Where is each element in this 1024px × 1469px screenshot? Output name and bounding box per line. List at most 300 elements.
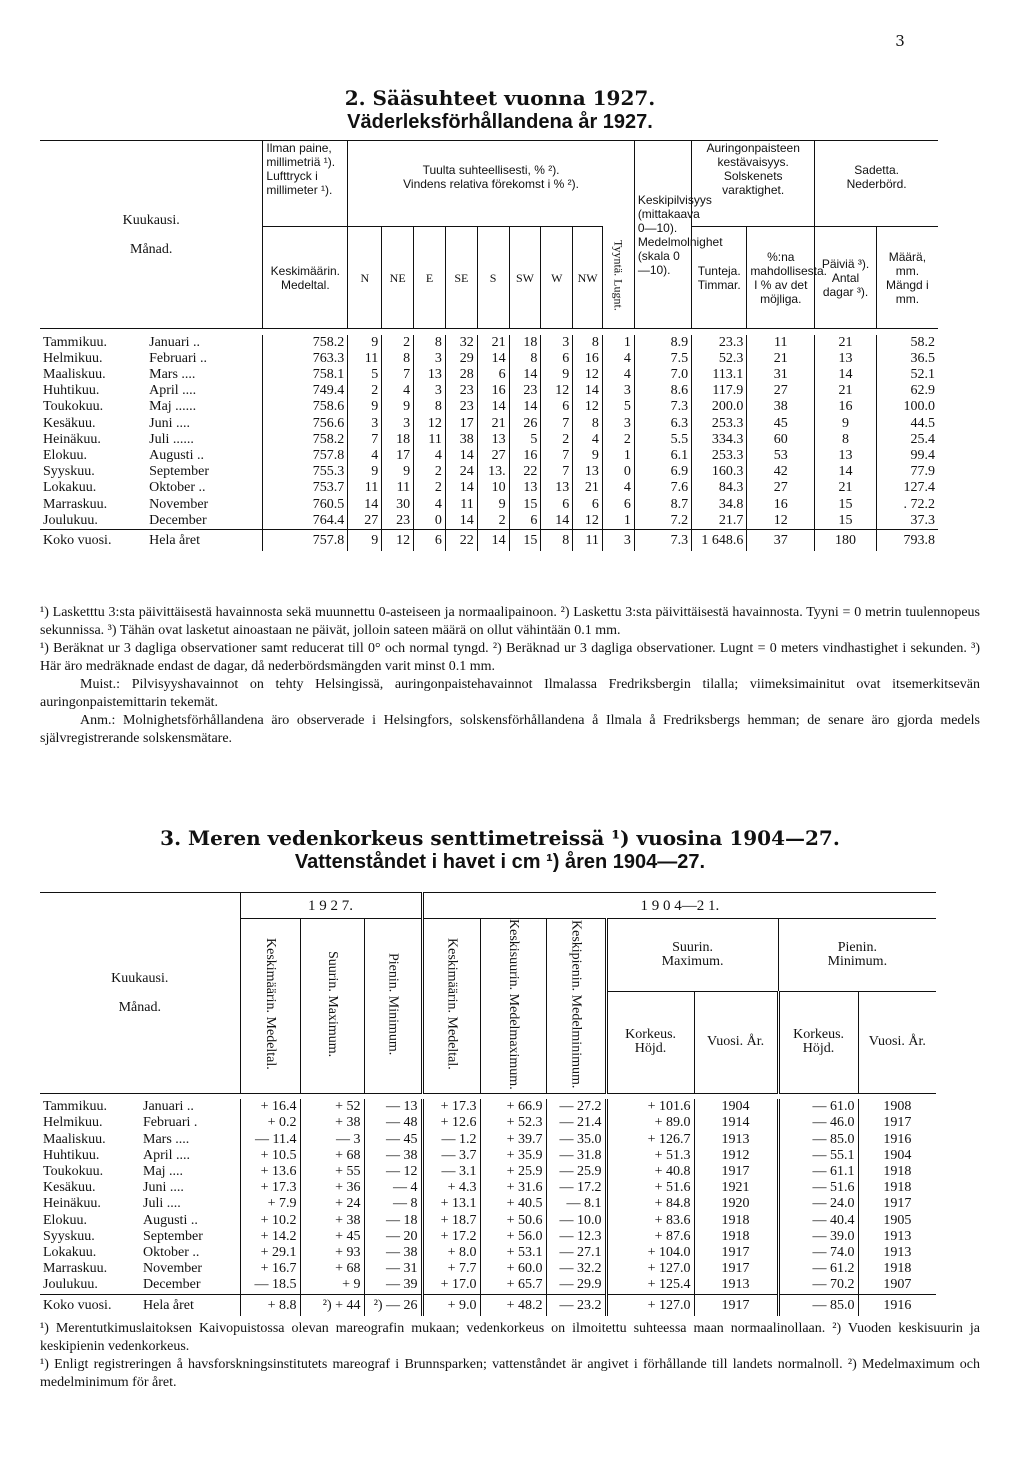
sun-pct-value: 27 [747,383,815,399]
max-value: + 38 [300,1115,364,1131]
calm-value: 4 [602,480,634,496]
year-1927-header: 1 9 2 7. [240,893,422,919]
table-row [40,383,938,399]
absmin-year: 1913 [858,1245,936,1261]
wind-value: 38 [445,432,477,448]
table-row [40,1164,936,1180]
wind-value: 30 [382,497,414,513]
absmax-value: + 125.4 [606,1277,694,1294]
min-1927-header: Pienin. Minimum. [385,953,401,1056]
absmin-year: 1907 [858,1277,936,1294]
min-value: — 13 [364,1099,422,1115]
absmax-value: + 51.3 [606,1148,694,1164]
wind-value: 7 [541,416,573,432]
wind-value: 11 [348,480,382,496]
wind-value: 14 [477,351,509,367]
month-sv: Juli .... [143,1196,181,1212]
medmin-value: — 31.8 [546,1148,606,1164]
pressure-value: 757.8 [263,529,348,551]
absmax-year: 1913 [694,1132,778,1148]
wind-value: 23 [445,399,477,415]
rain-days-value: 14 [815,367,877,383]
wind-value: 12 [414,416,446,432]
sun-pct-value: 21 [747,351,815,367]
month-fi: Elokuu. [43,447,87,463]
section-title-fi: 3. Meren vedenkorkeus senttimetreissä ¹) vuosina 1904—27. [160,826,840,850]
absmin-value: — 70.2 [778,1277,858,1294]
rain-days-value: 14 [815,464,877,480]
rain-mm-value: 99.4 [876,448,938,464]
wind-value: 9 [573,448,603,464]
medmin-value: — 8.1 [546,1196,606,1212]
wind-dir-ne: NE [382,227,414,329]
month-sv: Maj ...... [149,399,197,415]
wind-value: 6 [477,367,509,383]
wind-value: 26 [509,416,541,432]
rain-mm-value: 25.4 [876,432,938,448]
wind-value: 6 [573,497,603,513]
month-sv: April .... [143,1147,191,1163]
wind-value: 13 [541,480,573,496]
pressure-value: 758.6 [263,399,348,415]
absmax-header-fi: Suurin. [672,939,713,955]
max-value: + 93 [300,1245,364,1261]
min-value: — 31 [364,1261,422,1277]
table-row [40,351,938,367]
wind-value: 9 [382,399,414,415]
rain-mm-value: 100.0 [876,399,938,415]
pressure-value: 755.3 [263,464,348,480]
month-sv: Juni .... [143,1180,184,1196]
mean-value: + 10.2 [240,1213,300,1229]
absmax-value: + 87.6 [606,1229,694,1245]
cloud-value: 7.0 [634,367,691,383]
absmax-year: 1920 [694,1196,778,1212]
cloud-value: 7.2 [634,513,691,530]
medmin-value: — 29.9 [546,1277,606,1294]
wind-dir-se: SE [445,227,477,329]
wind-value: 18 [382,432,414,448]
cloud-value: 8.9 [634,335,691,351]
pressure-header-sv: Lufttryck i millimeter ¹). [266,169,333,197]
wind-value: 3 [348,416,382,432]
absmax-year: 1912 [694,1148,778,1164]
section-title-sv: Vattenståndet i havet i cm ¹) åren 1904—27. [294,851,706,873]
absmin-value: — 51.6 [778,1180,858,1196]
wind-value: 2 [477,513,509,530]
height-header: Korkeus. Höjd. [778,991,858,1093]
sun-hours-value: 34.8 [692,497,747,513]
month-sv: December [143,1277,201,1293]
rain-mm-value: 77.9 [876,464,938,480]
wind-dir-s: S [477,227,509,329]
calm-value: 1 [602,448,634,464]
medmin-value: — 27.1 [546,1245,606,1261]
wind-value: 13 [477,432,509,448]
wind-value: 2 [382,335,414,351]
month-sv: December [149,512,207,528]
absmin-year: 1904 [858,1148,936,1164]
pressure-value: 758.2 [263,335,348,351]
rain-days-value: 21 [815,383,877,399]
mean-value: — 18.5 [240,1277,300,1294]
month-sv: Oktober .. [149,480,206,496]
sun-header-sv: Solskenets varaktighet. [722,169,785,197]
cloud-value: 8.7 [634,497,691,513]
table-row [40,1196,936,1212]
month-fi: Kesäkuu. [43,1180,96,1196]
wind-value: 27 [477,448,509,464]
wind-value: 8 [414,335,446,351]
calm-value: 2 [602,432,634,448]
wind-value: 9 [477,497,509,513]
cloud-header-fi: Keskipilvisyys (mittakaava 0—10). [637,192,712,235]
month-sv: Januari .. [143,1099,194,1115]
mean-period-header: Keskimäärin. Medeltal. [444,938,460,1071]
wind-value: 6 [509,513,541,530]
wind-value: 2 [348,383,382,399]
month-fi: Lokakuu. [43,1245,97,1261]
wind-value: 14 [509,367,541,383]
mean-period-value: + 8.0 [422,1245,480,1261]
absmax-year: 1913 [694,1277,778,1294]
calm-value: 5 [602,399,634,415]
month-fi: Elokuu. [43,1212,87,1228]
wind-value: 16 [477,383,509,399]
sun-hours-value: 160.3 [692,464,747,480]
month-sv: Februari . [143,1115,198,1131]
month-fi: Syyskuu. [43,464,95,480]
mean-value: + 7.9 [240,1196,300,1212]
absmax-value: + 51.6 [606,1180,694,1196]
max-value: + 9 [300,1277,364,1294]
medmax-value: + 48.2 [480,1294,546,1316]
remark-sv: Anm.: Molnighetsförhållandena äro observerade i Helsingfors, solskensförhållandena å Ilmala å Fredriksbergs hemman; de senare äro gjorda medels självregistrerande solskensmätare. [40,713,980,746]
absmin-value: — 39.0 [778,1229,858,1245]
wind-value: 6 [541,399,573,415]
month-fi: Heinäkuu. [43,1196,101,1212]
absmax-year: 1918 [694,1229,778,1245]
table-row [40,432,938,448]
wind-value: 16 [509,448,541,464]
sun-pct-header: %:na mahdollisesta. I % av det möjliga. [747,227,815,329]
month-sv: Hela året [149,532,201,548]
mean-value: + 16.7 [240,1261,300,1277]
table-row [40,497,938,513]
cloud-value: 6.9 [634,464,691,480]
table-row [40,1132,936,1148]
sun-pct-value: 31 [747,367,815,383]
wind-value: 23 [445,383,477,399]
calm-value: 4 [602,367,634,383]
wind-dir-nw: NW [573,227,603,329]
table-row [40,416,938,432]
wind-value: 4 [414,497,446,513]
rain-days-value: 13 [815,351,877,367]
max-value: + 55 [300,1164,364,1180]
month-fi: Tammikuu. [43,334,107,350]
table-row [40,1213,936,1229]
sun-pct-value: 38 [747,399,815,415]
sun-header-fi: Auringonpaisteen kestävaisyys. [706,141,800,169]
cloud-value: 7.5 [634,351,691,367]
wind-value: 14 [445,448,477,464]
wind-value: 3 [541,335,573,351]
rain-header-sv: Nederbörd. [846,177,907,191]
mean-value: — 11.4 [240,1132,300,1148]
absmax-value: + 126.7 [606,1132,694,1148]
rain-days-value: 15 [815,513,877,530]
month-fi: Kesäkuu. [43,415,96,431]
table-row [40,1277,936,1294]
table-row [40,1261,936,1277]
footnote-fi: ¹) Lasketttu 3:sta päivittäisestä havainnosta sekä muunnettu 0-asteiseen ja normaalipainoon. ²) Laskettu 3:sta päivittäisestä havainnosta. Tyyni = 0 metrin tuulennopeus sekunnissa. ³) Tähän ovat lasketut ainoastaan ne päivät, jolloin sateen määrä on ollut vähintään 0.1 mm. [40,605,980,638]
sun-hours-value: 253.3 [692,448,747,464]
mean-period-value: + 17.2 [422,1229,480,1245]
month-fi: Marraskuu. [43,496,108,512]
medmax-value: + 53.1 [480,1245,546,1261]
absmin-year: 1908 [858,1099,936,1115]
wind-value: 7 [382,367,414,383]
wind-value: 22 [445,529,477,551]
wind-value: 5 [509,432,541,448]
sun-hours-value: 52.3 [692,351,747,367]
table-row [40,335,938,351]
wind-value: 15 [509,497,541,513]
mean-value: + 10.5 [240,1148,300,1164]
calm-value: 3 [602,383,634,399]
month-sv: Hela året [143,1297,194,1313]
rain-days-value: 16 [815,399,877,415]
wind-value: 8 [509,351,541,367]
cloud-value: 6.1 [634,448,691,464]
rain-days-value: 21 [815,480,877,496]
wind-value: 22 [509,464,541,480]
wind-value: 23 [382,513,414,530]
sun-hours-value: 113.1 [692,367,747,383]
wind-value: 12 [382,529,414,551]
absmax-value: + 83.6 [606,1213,694,1229]
month-sv: Augusti .. [143,1212,198,1228]
table-row [40,399,938,415]
absmax-year: 1914 [694,1115,778,1131]
medmin-value: — 12.3 [546,1229,606,1245]
medmax-value: + 65.7 [480,1277,546,1294]
wind-value: 5 [348,367,382,383]
table-row [40,480,938,496]
rain-header-fi: Sadetta. [854,163,899,177]
month-sv: Juni .... [149,415,190,431]
min-value: — 48 [364,1115,422,1131]
max-1927-header: Suurin. Maximum. [325,951,341,1058]
absmin-value: — 40.4 [778,1213,858,1229]
sun-pct-value: 42 [747,464,815,480]
footnote-fi: ¹) Merentutkimuslaitoksen Kaivopuistossa olevan mareografin mukaan; vedenkorkeus on ilmoitettu suhteessa maan normaalinollaan. ²) Vuoden keskisuurin ja keskipienin vedenkorkeus. [40,1321,980,1354]
medmax-header: Keskisuurin. Medelmaximum. [506,919,522,1090]
rain-mm-value: . 72.2 [876,497,938,513]
absmax-year: 1921 [694,1180,778,1196]
mean-period-value: + 13.1 [422,1196,480,1212]
wind-value: 8 [382,351,414,367]
month-fi: Heinäkuu. [43,431,101,447]
month-header-fi: Kuukausi. [111,970,169,986]
rain-days-value: 13 [815,448,877,464]
month-fi: Marraskuu. [43,1261,108,1277]
rain-days-value: 15 [815,497,877,513]
medmin-value: — 10.0 [546,1213,606,1229]
calm-value: 6 [602,497,634,513]
sun-hours-value: 1 648.6 [692,529,747,551]
absmin-year: 1916 [858,1294,936,1316]
pressure-value: 758.2 [263,432,348,448]
wind-value: 2 [414,464,446,480]
medmax-value: + 25.9 [480,1164,546,1180]
table-row [40,1115,936,1131]
month-sv: November [149,496,209,512]
max-value: + 68 [300,1148,364,1164]
month-sv: Januari .. [149,334,201,350]
medmin-header: Keskipienin. Medelminimum. [568,920,584,1089]
absmax-year: 1917 [694,1164,778,1180]
month-header-fi: Kuukausi. [122,212,180,228]
wind-value: 3 [414,351,446,367]
absmax-year: 1918 [694,1213,778,1229]
mean-period-value: — 3.1 [422,1164,480,1180]
medmax-value: + 40.5 [480,1196,546,1212]
absmax-value: + 89.0 [606,1115,694,1131]
sun-pct-value: 45 [747,416,815,432]
pressure-value: 758.1 [263,367,348,383]
year-header: Vuosi. År. [694,991,778,1093]
medmin-value: — 25.9 [546,1164,606,1180]
wind-value: 29 [445,351,477,367]
mean-period-value: + 17.0 [422,1277,480,1294]
wind-value: 8 [573,416,603,432]
medmax-value: + 31.6 [480,1180,546,1196]
wind-value: 21 [477,335,509,351]
wind-value: 7 [541,464,573,480]
month-fi: Tammikuu. [43,1099,107,1115]
month-fi: Joulukuu. [43,512,98,528]
wind-value: 6 [541,351,573,367]
wind-value: 2 [414,480,446,496]
wind-value: 11 [445,497,477,513]
max-value: ²) + 44 [300,1294,364,1316]
section-title-fi: 2. Sääsuhteet vuonna 1927. [344,86,656,110]
wind-value: 15 [509,529,541,551]
rain-mm-value: 62.9 [876,383,938,399]
absmax-value: + 40.8 [606,1164,694,1180]
mean-period-value: + 9.0 [422,1294,480,1316]
pressure-value: 760.5 [263,497,348,513]
cloud-value: 7.3 [634,529,691,551]
height-header: Korkeus. Höjd. [606,991,694,1093]
absmin-value: — 85.0 [778,1294,858,1316]
mean-value: + 16.4 [240,1099,300,1115]
wind-value: 7 [541,448,573,464]
wind-value: 13 [509,480,541,496]
mean-value: + 0.2 [240,1115,300,1131]
wind-value: 11 [414,432,446,448]
wind-value: 12 [573,513,603,530]
page-number: 3 [895,32,905,50]
wind-value: 14 [348,497,382,513]
wind-value: 0 [414,513,446,530]
max-value: + 52 [300,1099,364,1115]
month-sv: Mars .... [149,366,196,382]
cloud-value: 7.6 [634,480,691,496]
pressure-value: 757.8 [263,448,348,464]
sun-pct-value: 12 [747,513,815,530]
sun-pct-value: 16 [747,497,815,513]
medmin-value: — 23.2 [546,1294,606,1316]
sun-pct-value: 53 [747,448,815,464]
absmin-year: 1913 [858,1229,936,1245]
rain-days-value: 180 [815,529,877,551]
table-row [40,367,938,383]
wind-value: 4 [414,448,446,464]
wind-value: 4 [573,432,603,448]
medmin-value: — 21.4 [546,1115,606,1131]
wind-value: 13. [477,464,509,480]
mean-value: + 13.6 [240,1164,300,1180]
table-row [40,464,938,480]
wind-value: 17 [382,448,414,464]
month-fi: Joulukuu. [43,1277,98,1293]
absmax-year: 1917 [694,1294,778,1316]
wind-value: 3 [382,416,414,432]
month-fi: Huhtikuu. [43,1147,100,1163]
wind-value: 14 [509,399,541,415]
wind-value: 21 [477,416,509,432]
pressure-mean-fi: Keskimäärin. [270,263,341,278]
wind-value: 14 [445,513,477,530]
wind-value: 9 [348,464,382,480]
absmin-year: 1905 [858,1213,936,1229]
medmin-value: — 32.2 [546,1261,606,1277]
min-value: — 45 [364,1132,422,1148]
sun-hours-value: 200.0 [692,399,747,415]
absmin-year: 1916 [858,1132,936,1148]
absmax-value: + 104.0 [606,1245,694,1261]
rain-mm-header: Määrä, mm. Mängd i mm. [876,227,938,329]
month-header-sv: Månad. [130,241,173,257]
absmin-year: 1918 [858,1164,936,1180]
wind-value: 14 [445,480,477,496]
water-level-table [40,892,936,1316]
calm-value: 0 [602,464,634,480]
absmax-year: 1917 [694,1261,778,1277]
month-sv: Juli ...... [149,431,194,447]
cloud-value: 8.6 [634,383,691,399]
footnotes-weather [40,604,980,748]
absmax-value: + 127.0 [606,1294,694,1316]
section-title-sv: Väderleksförhållandena år 1927. [347,111,653,133]
min-value: — 4 [364,1180,422,1196]
wind-value: 4 [348,448,382,464]
pressure-value: 753.7 [263,480,348,496]
table-row [40,1245,936,1261]
wind-value: 14 [541,513,573,530]
medmax-value: + 35.9 [480,1148,546,1164]
absmax-value: + 101.6 [606,1099,694,1115]
absmin-year: 1917 [858,1115,936,1131]
wind-dir-e: E [414,227,446,329]
wind-dir-n: N [348,227,382,329]
wind-value: 14 [477,399,509,415]
table-row [40,1099,936,1115]
min-value: — 38 [364,1245,422,1261]
